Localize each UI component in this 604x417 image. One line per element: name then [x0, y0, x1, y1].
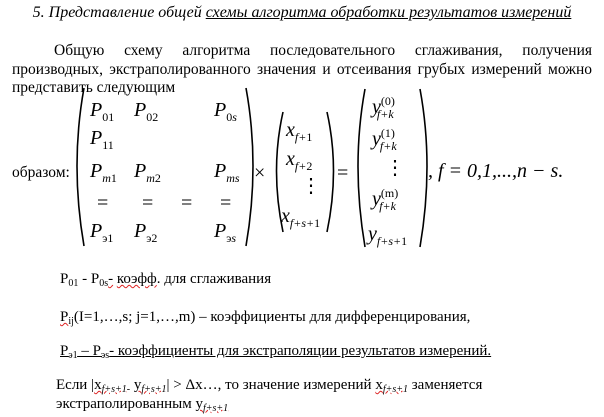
- matrix-p-cell: $P_{эs}$: [214, 220, 237, 245]
- matrix-p-equals: =: [97, 192, 109, 214]
- note-smoothing: $P_{01} - P_{0s}-$ коэфф. для сглаживания: [60, 271, 272, 289]
- vector-y-item: $y^{(m)}_{f+k}$: [372, 186, 399, 213]
- section-title-prefix: 5. Представление общей: [32, 4, 206, 21]
- matrix-p-cell: $P_{m2}$: [134, 160, 161, 185]
- vector-y-vdots: ⋮: [385, 157, 405, 179]
- matrix-p-cell: $P_{0s}$: [214, 99, 237, 124]
- vector-y-item: $y^{(1)}_{f+k}$: [372, 126, 397, 153]
- matrix-p-equals: =: [220, 192, 232, 214]
- times-sign: ×: [254, 162, 266, 184]
- matrix-p-equals: =: [181, 192, 193, 214]
- matrix-p-cell: $P_{э1}$: [90, 220, 114, 245]
- matrix-p-cell: $P_{m1}$: [90, 160, 117, 185]
- note-extrapolation: $P_{э1} - P_{эs}-$ коэффициенты для экстраполяции результатов измерений.: [60, 343, 492, 361]
- equation-tail: , f = 0,1,...,n − s.: [428, 160, 564, 182]
- matrix-p-cell: $P_{02}$: [134, 99, 159, 124]
- vector-x-item: $x_{f+s+1}$: [281, 205, 321, 230]
- vector-x-item: $x_{f+1}$: [286, 119, 313, 144]
- section-title-underlined: схемы алгоритма обработки результатов измерений: [205, 4, 572, 21]
- matrix-p-cell: $P_{11}$: [90, 127, 114, 152]
- note-condition-line-1: Если $|x_{f+s+1-}$ $y_{f+s+1}|$ > Δx…, то значение измерений $x_{f+s+1}$ заменяется: [56, 377, 483, 395]
- equation-label: образом:: [12, 164, 70, 181]
- matrix-p-cell: $P_{01}$: [90, 99, 115, 124]
- vector-x-vdots: ⋮: [301, 175, 321, 197]
- paragraph-line-2: производных, экстраполированного значения и отсеивания грубых измерений можно: [12, 60, 592, 78]
- paragraph-line-1: Общую схему алгоритма последовательного сглаживания, получения: [54, 42, 592, 59]
- matrix-p-equals: =: [142, 192, 154, 214]
- matrix-p-cell: $P_{ms}$: [214, 160, 240, 185]
- vector-y-item: $y_{f+s+1}$: [368, 223, 408, 248]
- matrix-p-cell: $P_{э2}$: [134, 220, 158, 245]
- vector-y-item: $y^{(0)}_{f+k}$: [372, 94, 395, 121]
- equals-sign: =: [337, 162, 349, 184]
- vector-x-item: $x_{f+2}$: [286, 148, 313, 173]
- note-differentiation: $P_{ij}(I=1,\dots,s$; j=1,…,m) – коэффициенты для дифференцирования,: [60, 309, 471, 327]
- note-condition-line-2: экстраполированным $y_{f+s+1}$: [56, 396, 229, 414]
- paragraph-line-3: представить следующим: [12, 79, 176, 96]
